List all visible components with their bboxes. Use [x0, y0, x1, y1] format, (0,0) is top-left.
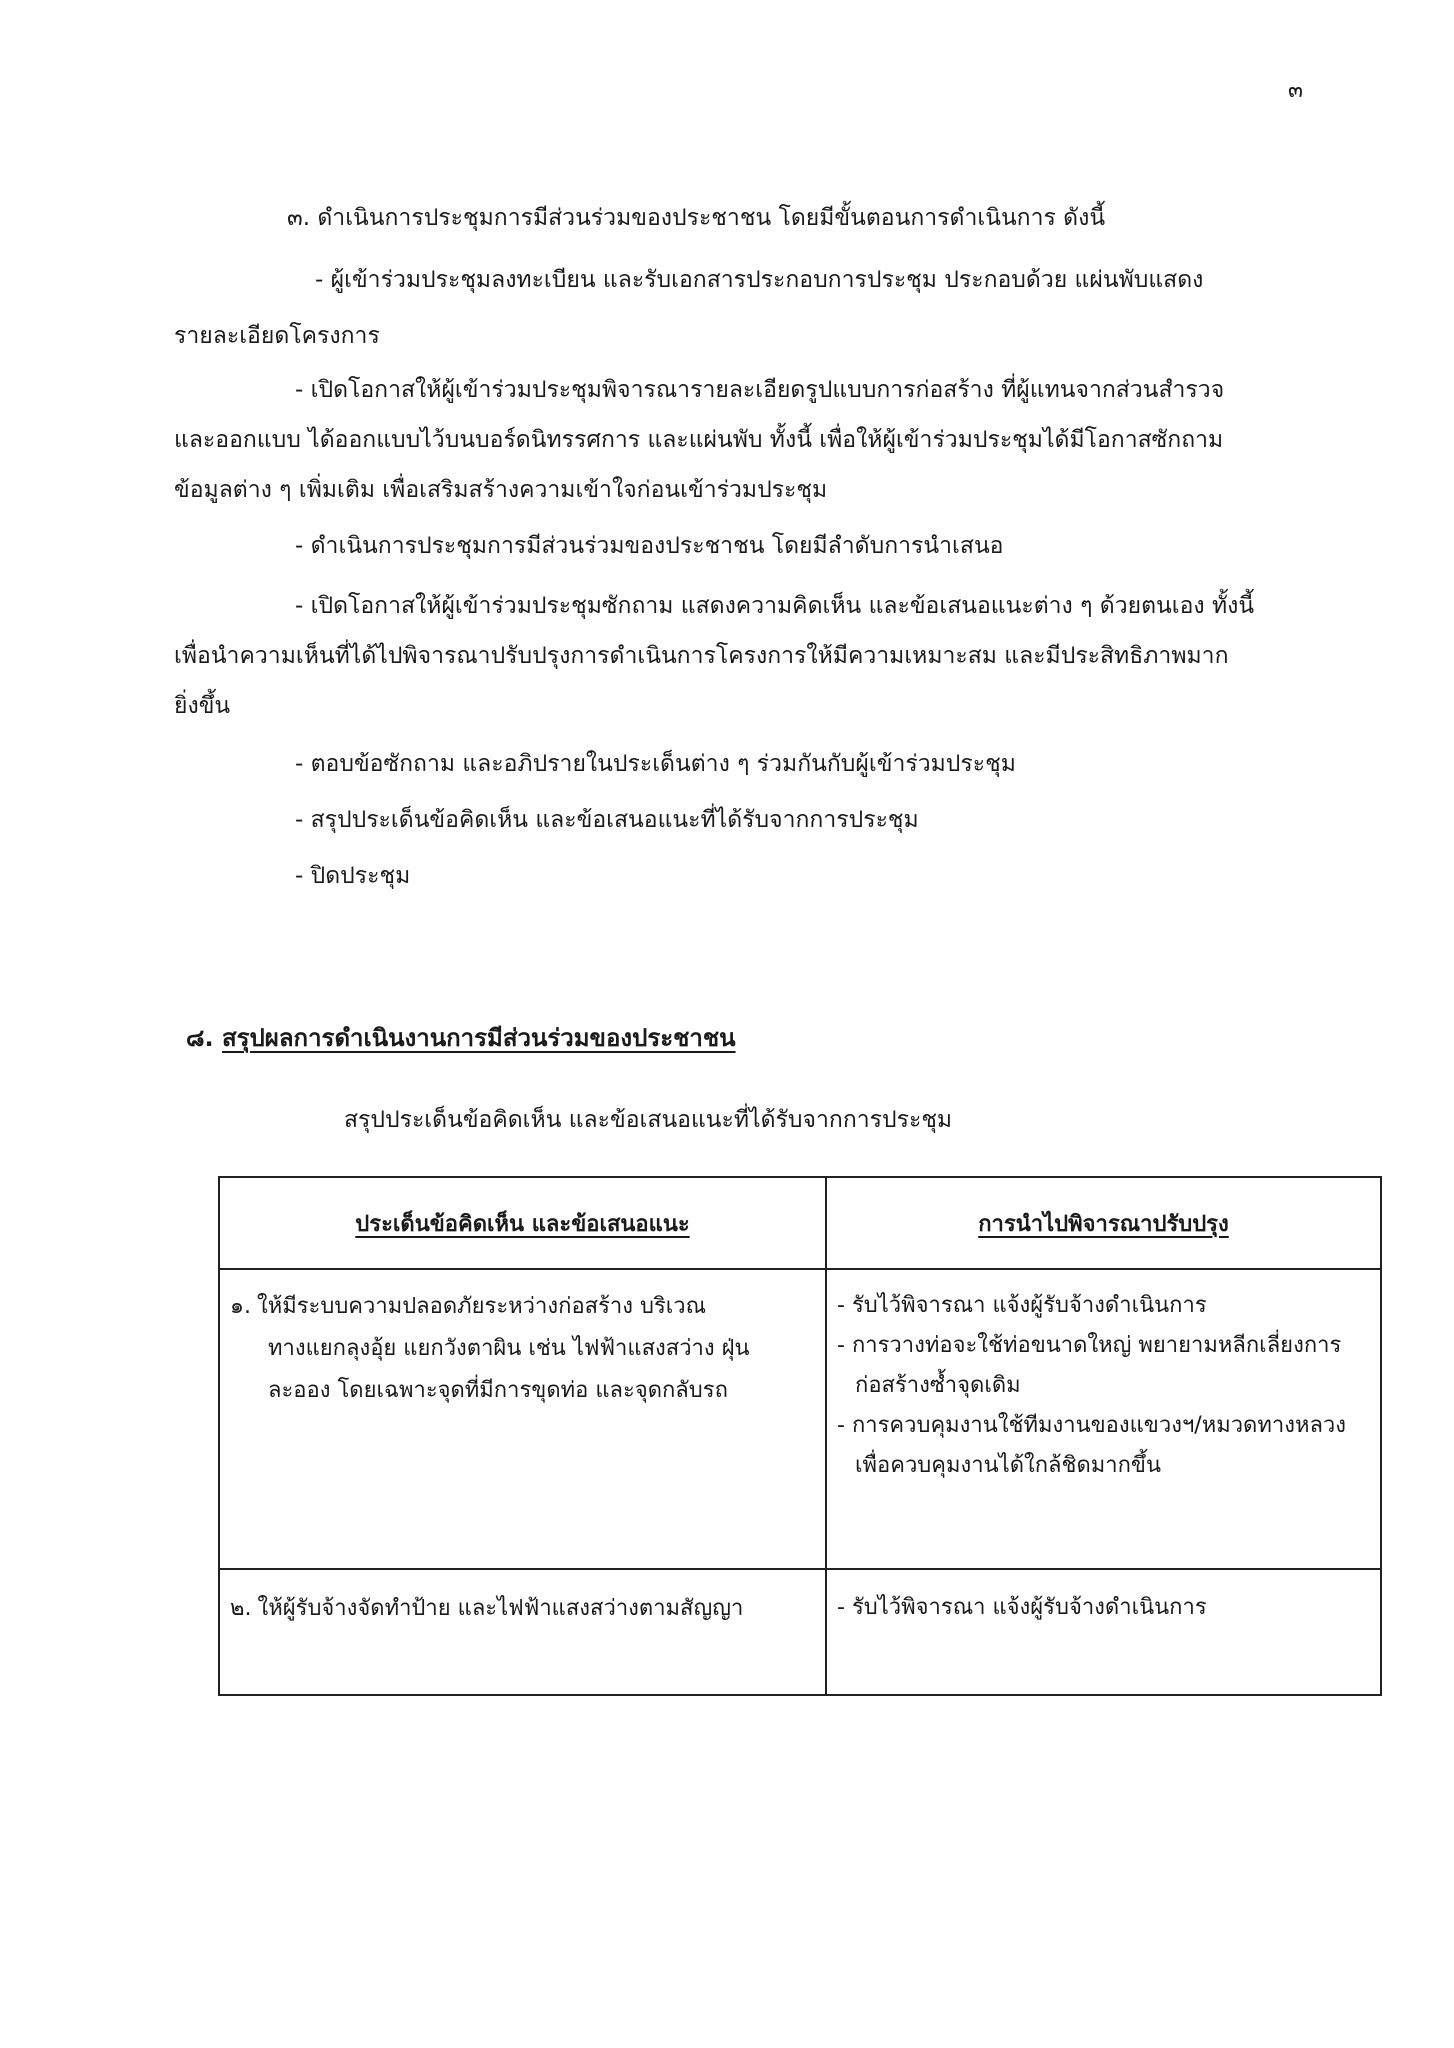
- process-step-line: - เปิดโอกาสให้ผู้เข้าร่วมประชุมซักถาม แสดงความคิดเห็น และข้อเสนอแนะต่าง ๆ ด้วยตนเอง ทั้งนี้: [295, 593, 1255, 619]
- page-number: ๓: [1288, 78, 1304, 103]
- action-list: [837, 1286, 1370, 1486]
- issue-line: ๑. ให้มีระบบความปลอดภัยระหว่างก่อสร้าง บริเวณ: [230, 1294, 707, 1319]
- process-step-line: ข้อมูลต่าง ๆ เพิ่มเติม เพื่อเสริมสร้างความเข้าใจก่อนเข้าร่วมประชุม: [174, 477, 828, 503]
- table-row: [219, 1269, 1381, 1569]
- action-item: - การควบคุมงานใช้ทีมงานของแขวงฯ/หมวดทางหลวง เพื่อควบคุมงานได้ใกล้ชิดมากขึ้น: [837, 1406, 1370, 1486]
- action-list: [837, 1588, 1370, 1628]
- process-step-line: รายละเอียดโครงการ: [174, 323, 380, 349]
- process-step-line: - เปิดโอกาสให้ผู้เข้าร่วมประชุมพิจารณารายละเอียดรูปแบบการก่อสร้าง ที่ผู้แทนจากส่วนสำรวจ: [295, 377, 1225, 403]
- section-number: ๘.: [186, 1024, 214, 1052]
- issue-number: ๑.: [230, 1294, 251, 1319]
- process-step-line: ยิ่งขึ้น: [174, 693, 231, 719]
- issue-line: ๒. ให้ผู้รับจ้างจัดทำป้าย และไฟฟ้าแสงสว่างตามสัญญา: [230, 1596, 744, 1621]
- issue-cell: [219, 1269, 826, 1569]
- action-item: - รับไว้พิจารณา แจ้งผู้รับจ้างดำเนินการ: [837, 1286, 1370, 1326]
- issue-line: ละออง โดยเฉพาะจุดที่มีการขุดท่อ และจุดกลับรถ: [268, 1378, 728, 1403]
- process-step-line: - ผู้เข้าร่วมประชุมลงทะเบียน และรับเอกสารประกอบการประชุม ประกอบด้วย แผ่นพับแสดง: [315, 267, 1204, 293]
- issue-line: ทางแยกลุงอุ้ย แยกวังตาผิน เช่น ไฟฟ้าแสงสว่าง ฝุ่น: [268, 1336, 750, 1361]
- section-heading: [186, 1016, 736, 1060]
- column-header-issues: ประเด็นข้อคิดเห็น และข้อเสนอแนะ: [219, 1177, 826, 1269]
- summary-table: [218, 1176, 1382, 1696]
- issue-cell: [219, 1569, 826, 1695]
- action-item: - รับไว้พิจารณา แจ้งผู้รับจ้างดำเนินการ: [837, 1588, 1370, 1628]
- process-heading: ๓. ดำเนินการประชุมการมีส่วนร่วมของประชาชน โดยมีขั้นตอนการดำเนินการ ดังนี้: [287, 205, 1106, 231]
- process-step-line: เพื่อนำความเห็นที่ได้ไปพิจารณาปรับปรุงการดำเนินการโครงการให้มีความเหมาะสม และมีประสิทธิภาพมาก: [174, 643, 1229, 669]
- action-cell: [826, 1569, 1381, 1695]
- issue-number: ๒.: [230, 1596, 252, 1621]
- process-step-line: - ดำเนินการประชุมการมีส่วนร่วมของประชาชน โดยมีลำดับการนำเสนอ: [295, 533, 1004, 559]
- process-step-line: และออกแบบ ได้ออกแบบไว้บนบอร์ดนิทรรศการ และแผ่นพับ ทั้งนี้ เพื่อให้ผู้เข้าร่วมประชุมได้มีโอกาสซักถาม: [174, 427, 1224, 453]
- section-title: สรุปผลการดำเนินงานการมีส่วนร่วมของประชาชน: [222, 1024, 736, 1052]
- summary-caption: สรุปประเด็นข้อคิดเห็น และข้อเสนอแนะที่ได้รับจากการประชุม: [344, 1107, 953, 1133]
- column-header-actions: การนำไปพิจารณาปรับปรุง: [826, 1177, 1381, 1269]
- action-item: - การวางท่อจะใช้ท่อขนาดใหญ่ พยายามหลีกเลี่ยงการก่อสร้างซ้ำจุดเดิม: [837, 1326, 1370, 1406]
- action-cell: [826, 1269, 1381, 1569]
- process-step-line: - สรุปประเด็นข้อคิดเห็น และข้อเสนอแนะที่ได้รับจากการประชุม: [295, 807, 919, 833]
- table-header-row: [219, 1177, 1381, 1269]
- table-row: [219, 1569, 1381, 1695]
- process-step-line: - ปิดประชุม: [295, 863, 411, 889]
- process-step-line: - ตอบข้อซักถาม และอภิปรายในประเด็นต่าง ๆ ร่วมกันกับผู้เข้าร่วมประชุม: [295, 751, 1016, 777]
